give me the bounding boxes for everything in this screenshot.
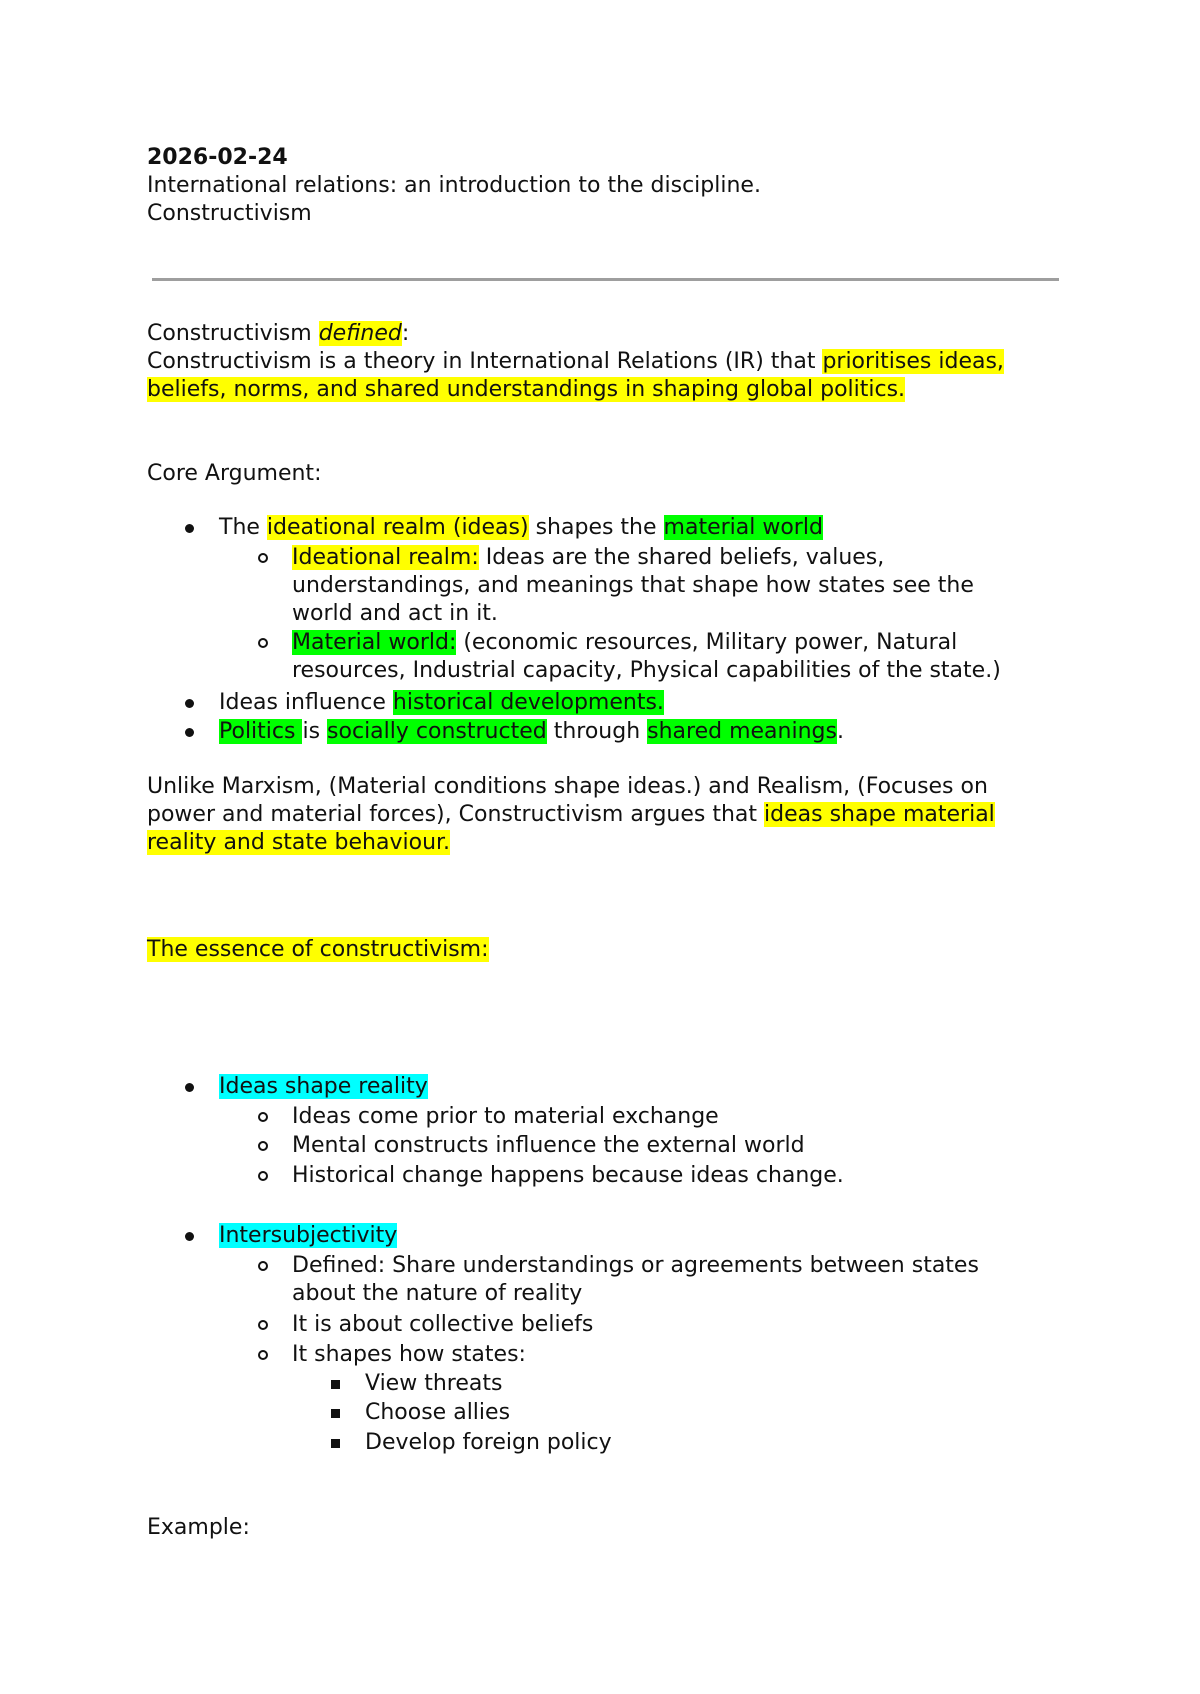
core-argument-heading: Core Argument:: [147, 461, 322, 486]
topic-title: Constructivism: [147, 201, 312, 226]
square-bullet-icon: [331, 1409, 340, 1418]
circle-bullet-icon: [258, 1141, 268, 1151]
circle-bullet-icon: [258, 638, 268, 648]
core-bullet-3: Politics is socially constructed through shared meanings.: [219, 719, 844, 744]
circle-bullet-icon: [258, 1261, 268, 1271]
list-item: Develop foreign policy: [365, 1430, 612, 1455]
core-bullet-2: Ideas influence historical developments.: [219, 690, 664, 715]
bullet-icon: [185, 524, 194, 533]
horizontal-divider: [152, 278, 1059, 281]
header: [147, 144, 1067, 228]
list-item: Historical change happens because ideas change.: [292, 1163, 844, 1188]
core-bullet-1: The ideational realm (ideas) shapes the material world: [219, 515, 823, 540]
list-item: Ideas come prior to material exchange: [292, 1104, 719, 1129]
bullet-icon: [185, 699, 194, 708]
core-sub-material: Material world: (economic resources, Military power, Natural resources, Industrial capacity, Physical capabilities of the state.): [292, 630, 1001, 683]
square-bullet-icon: [331, 1439, 340, 1448]
defined-highlight: defined: [318, 321, 402, 346]
list-item: It shapes how states:: [292, 1342, 526, 1367]
definition-line-1: Constructivism is a theory in International Relations (IR) that prioritises ideas,: [147, 349, 1004, 374]
list-item: It is about collective beliefs: [292, 1312, 594, 1337]
definition-section: [147, 320, 1067, 404]
example-label: Example:: [147, 1515, 250, 1540]
intersubjectivity-definition: Defined: Share understandings or agreements between states about the nature of reality: [292, 1253, 979, 1306]
intersubjectivity-title: Intersubjectivity: [219, 1223, 398, 1248]
list-item: View threats: [365, 1371, 503, 1396]
list-item: Mental constructs influence the external world: [292, 1133, 805, 1158]
core-sub-ideational: Ideational realm: Ideas are the shared beliefs, values, understandings, and meanings that shape how states see the world and act in it.: [292, 545, 974, 626]
comparison-paragraph: Unlike Marxism, (Material conditions shape ideas.) and Realism, (Focuses on power and material forces), Constructivism argues that ideas shape material reality and state behaviour.: [147, 774, 995, 855]
course-title: International relations: an introduction to the discipline.: [147, 173, 761, 198]
bullet-icon: [185, 1083, 194, 1092]
essence-heading: The essence of constructivism:: [147, 937, 489, 962]
note-date: 2026-02-24: [147, 145, 288, 170]
ideas-shape-reality-title: Ideas shape reality: [219, 1074, 428, 1099]
circle-bullet-icon: [258, 1171, 268, 1181]
definition-label: Constructivism defined:: [147, 321, 410, 346]
list-item: Choose allies: [365, 1400, 511, 1425]
circle-bullet-icon: [258, 1112, 268, 1122]
circle-bullet-icon: [258, 553, 268, 563]
bullet-icon: [185, 1232, 194, 1241]
circle-bullet-icon: [258, 1350, 268, 1360]
definition-line-2: beliefs, norms, and shared understandings in shaping global politics.: [147, 377, 906, 402]
circle-bullet-icon: [258, 1320, 268, 1330]
bullet-icon: [185, 728, 194, 737]
square-bullet-icon: [331, 1380, 340, 1389]
